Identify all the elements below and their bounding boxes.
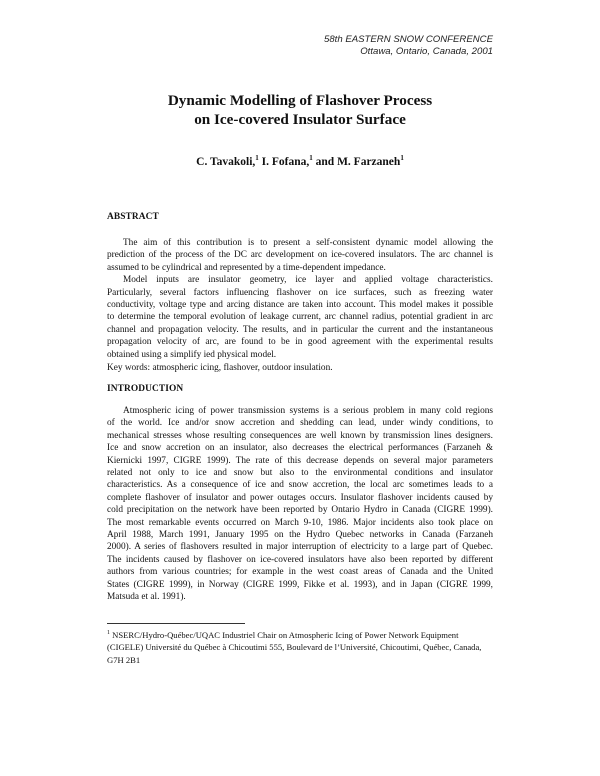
paper-title: [0, 92, 600, 129]
intro-line: authors from various countries; for example in the west coast areas of Canada and the United: [107, 567, 493, 578]
abstract-line: to determine the temporal evolution of leakage current, arc channel radius, potential gradient in arc: [107, 312, 493, 323]
affiliation-mark: 1: [255, 154, 259, 163]
intro-line: Ice and snow accretion on an insulator, also decreases the electrical performances (Farzaneh &: [107, 443, 493, 454]
intro-line: complete flashover of insulator and power outages occurs. Insulator flashover incidents caused by: [107, 492, 493, 503]
intro-line: States (CIGRE 1999), in Norway (CIGRE 1999, Fikke et al. 1993), and in Japan (CIGRE 1999,: [107, 579, 493, 590]
intro-line: Kiernicki 1997, CIGRE 1999). The rate of this decrease depends on several major parameters: [107, 455, 493, 466]
intro-line: The incidents caused by flashover on ice-covered insulators have also been reported by different: [107, 554, 493, 565]
keywords: [107, 362, 493, 374]
intro-line: 2000). A series of flashovers resulted in major interruption of electricity to a large part of Quebec.: [107, 542, 493, 553]
abstract-line: channel and propagation velocity. The results, and in particular the current and the instantaneous: [107, 324, 493, 335]
conference-location: Ottawa, Ontario, Canada, 2001: [360, 46, 493, 57]
conference-name: 58th EASTERN SNOW CONFERENCE: [324, 34, 493, 45]
intro-line: related not only to ice and snow but also to the environmental conditions and insulator: [107, 468, 493, 479]
abstract-line: conductivity, voltage type and arcing distance are taken into account. This model makes it possible: [107, 300, 493, 311]
intro-line: The most remarkable events occurred on March 9-10, 1986. Major incidents also took place on: [107, 517, 493, 528]
affiliation-mark: 1: [400, 154, 404, 163]
introduction-heading: INTRODUCTION: [107, 384, 184, 394]
author-tavakoli: C. Tavakoli,: [196, 156, 256, 168]
abstract-line: propagation velocity of arc, are found to be in good agreement with the experimental results: [107, 337, 493, 348]
author-farzaneh: and M. Farzaneh: [315, 156, 401, 168]
keywords-text: Key words: atmospheric icing, flashover, outdoor insulation.: [107, 363, 333, 373]
abstract-line: prediction of the process of the DC arc development on ice-covered insulators. The arc channel is: [107, 250, 493, 261]
intro-line: April 1988, March 1991, January 1995 on the Hydro Quebec networks in Canada (Farzaneh: [107, 530, 493, 541]
abstract-line: obtained using a simplify ied physical model.: [107, 349, 277, 360]
intro-line: cold precipitation on the network have been reported by Ontario Hydro in Canada (CIGRE 1999).: [107, 505, 493, 516]
title-line-1: Dynamic Modelling of Flashover Process: [167, 92, 433, 109]
intro-line: Matsuda et al. 1991).: [107, 592, 186, 603]
footnote-line: (CIGELE) Université du Québec à Chicoutimi 555, Boulevard de l’Université, Chicoutimi, Québec, Canada,: [107, 642, 482, 653]
author-list: [0, 155, 600, 169]
author-fofana: I. Fofana,: [261, 156, 310, 168]
footnote-line: [107, 629, 493, 641]
abstract-body: [107, 237, 493, 361]
footnote-mark: 1: [107, 630, 110, 637]
abstract-line: The aim of this contribution is to present a self-consistent dynamic model allowing the: [123, 238, 493, 248]
footnote-line-text: NSERC/Hydro-Québec/UQAC Industriel Chair on Atmospheric Icing of Power Network Equipment: [112, 630, 459, 640]
affiliation-mark: 1: [309, 154, 313, 163]
intro-line: mechanical stresses whose resulting consequences are well known by transmission lines designers.: [107, 430, 493, 441]
intro-line: of the world. Ice and/or snow accretion and shedding can lead, under windy conditions, to: [107, 418, 493, 429]
intro-line: Atmospheric icing of power transmission systems is a serious problem in many cold regions: [123, 406, 493, 416]
footnote-separator: [107, 623, 245, 624]
footnote: [107, 629, 493, 666]
abstract-line: assumed to be cylindrical and represented by a time-dependent impedance.: [107, 262, 386, 273]
intro-line: characteristics. As a consequence of ice and snow accretion, the local arc sometimes leads to a: [107, 480, 493, 491]
introduction-body: [107, 405, 493, 604]
title-line-2: on Ice-covered Insulator Surface: [194, 110, 406, 128]
conference-header: [324, 34, 493, 58]
abstract-line: Model inputs are insulator geometry, ice layer and applied voltage characteristics.: [123, 275, 493, 286]
abstract-line: Particularly, several factors influencing flashover on ice surfaces, such as freezing water: [107, 287, 493, 298]
abstract-heading: ABSTRACT: [107, 212, 159, 222]
footnote-line: G7H 2B1: [107, 654, 141, 665]
